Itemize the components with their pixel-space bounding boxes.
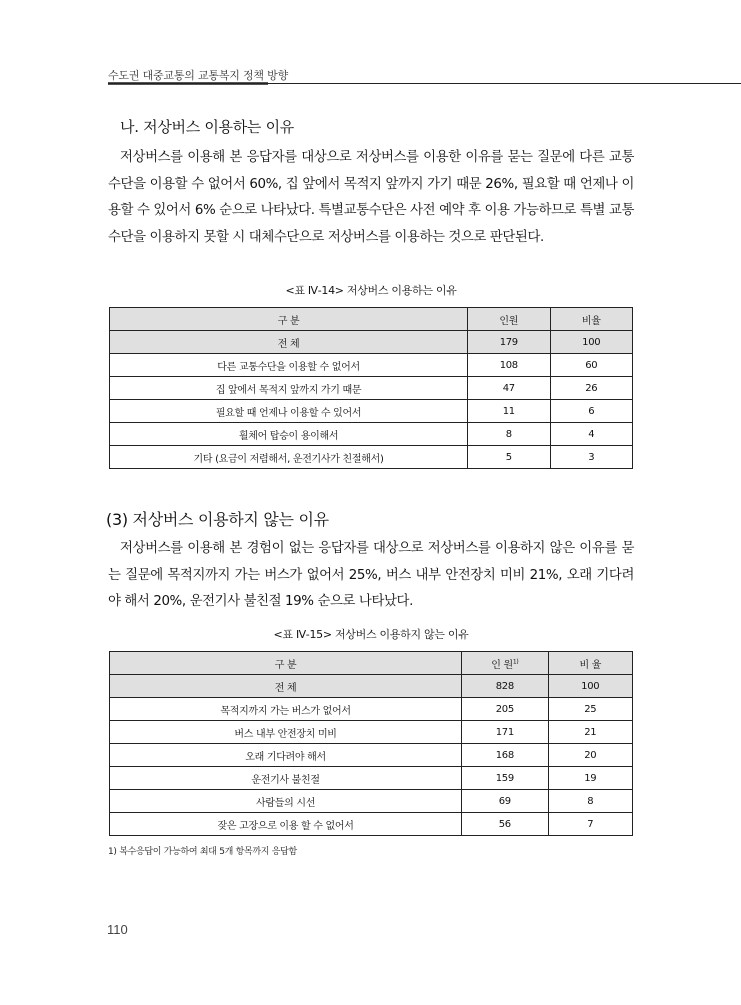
footnote-mark: 1) [512,658,519,666]
row-label: 휠체어 탑승이 용이해서 [110,423,468,446]
paragraph-reasons-nonuse: 저상버스를 이용해 본 경험이 없는 응답자를 대상으로 저상버스를 이용하지 않은 이유를 묻는 질문에 목적지까지 가는 버스가 없어서 25%, 버스 내부 안전장치 미비 21%, 오래 기다려야 해서 20%, 운전기사 불친절 19% 순으로 나타났다. [108,541,634,610]
header-category: 구 분 [110,652,462,675]
table-row [110,744,633,767]
running-header: 수도권 대중교통의 교통복지 정책 방향 [108,69,289,82]
table-row [110,721,633,744]
row-label: 오래 기다려야 해서 [110,744,462,767]
row-count: 8 [468,423,550,446]
total-label: 전 체 [110,331,468,354]
row-label: 목적지까지 가는 버스가 없어서 [110,698,462,721]
row-label: 집 앞에서 목적지 앞까지 가기 때문 [110,377,468,400]
total-ratio: 100 [550,331,632,354]
row-label: 다른 교통수단을 이용할 수 없어서 [110,354,468,377]
row-label: 사람들의 시선 [110,790,462,813]
row-ratio: 19 [548,767,632,790]
table-row [110,400,633,423]
row-count: 5 [468,446,550,469]
header-ratio: 비율 [550,308,632,331]
row-label: 기타 (요금이 저렴해서, 운전기사가 친절해서) [110,446,468,469]
table2-footnote: 1) 복수응답이 가능하여 최대 5개 항목까지 응답함 [108,847,297,857]
row-count: 159 [462,767,548,790]
paragraph-reasons-use: 저상버스를 이용해 본 응답자를 대상으로 저상버스를 이용한 이유를 묻는 질문에 다른 교통수단을 이용할 수 없어서 60%, 집 앞에서 목적지 앞까지 가기 때문 26%, 필요할 때 언제나 이용할 수 있어서 6% 순으로 나타났다. 특별교통수단은 사전 예약 후 이용 가능하므로 특별 교통수단을 이용하지 못할 시 대체수단으로 저상버스를 이용하는 것으로 판단된다. [108,150,634,246]
row-label: 버스 내부 안전장치 미비 [110,721,462,744]
header-category: 구 분 [110,308,468,331]
header-rule [108,83,741,84]
row-ratio: 20 [548,744,632,767]
header-count: 인원 [468,308,550,331]
table-row [110,698,633,721]
row-ratio: 7 [548,813,632,836]
row-count: 168 [462,744,548,767]
table-reasons-nonuse [109,651,633,836]
total-label: 전 체 [110,675,462,698]
table-row [110,790,633,813]
table-header-row [110,652,633,675]
row-count: 108 [468,354,550,377]
row-ratio: 21 [548,721,632,744]
table-total-row [110,331,633,354]
row-count: 11 [468,400,550,423]
table-row [110,377,633,400]
row-label: 운전기사 불친절 [110,767,462,790]
row-ratio: 60 [550,354,632,377]
row-ratio: 3 [550,446,632,469]
row-ratio: 6 [550,400,632,423]
table2-caption: <표 Ⅳ-15> 저상버스 이용하지 않는 이유 [273,628,469,641]
row-ratio: 4 [550,423,632,446]
row-count: 69 [462,790,548,813]
total-count: 828 [462,675,548,698]
table-row [110,423,633,446]
table-row [110,446,633,469]
total-count: 179 [468,331,550,354]
table-header-row [110,308,633,331]
table-total-row [110,675,633,698]
section-heading-3: (3) 저상버스 이용하지 않는 이유 [106,510,329,529]
row-count: 47 [468,377,550,400]
page-number: 110 [107,922,128,937]
table-reasons-use [109,307,633,469]
row-ratio: 25 [548,698,632,721]
row-count: 56 [462,813,548,836]
table-row [110,354,633,377]
table1-caption: <표 Ⅳ-14> 저상버스 이용하는 이유 [285,284,457,297]
row-count: 171 [462,721,548,744]
row-ratio: 8 [548,790,632,813]
row-label: 필요할 때 언제나 이용할 수 있어서 [110,400,468,423]
header-count-label: 인 원 [491,659,513,671]
section-heading-na: 나. 저상버스 이용하는 이유 [120,118,294,136]
row-label: 잦은 고장으로 이용 할 수 없어서 [110,813,462,836]
table-row [110,813,633,836]
header-ratio: 비 율 [548,652,632,675]
header-count [462,652,548,675]
total-ratio: 100 [548,675,632,698]
table-row [110,767,633,790]
row-ratio: 26 [550,377,632,400]
row-count: 205 [462,698,548,721]
